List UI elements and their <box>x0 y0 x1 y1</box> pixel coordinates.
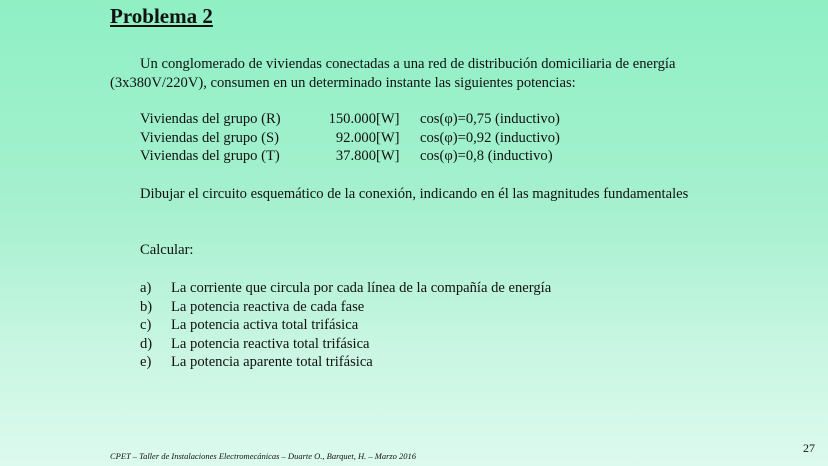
list-item <box>140 298 551 317</box>
list-item <box>140 316 551 335</box>
item-letter: c) <box>140 317 152 333</box>
item-text: La potencia activa total trifásica <box>171 317 359 333</box>
list-item <box>140 335 551 354</box>
group-power: 92.000 <box>335 129 376 146</box>
group-power: 37.800 <box>335 148 376 164</box>
group-unit: [W] <box>376 148 400 164</box>
group-row <box>140 110 560 129</box>
slide-footer: CPET – Taller de Instalaciones Electromecánicas – Duarte O., Barquet, H. – Marzo 2016 <box>110 451 417 461</box>
task-list <box>140 279 551 372</box>
groups-table <box>140 110 560 166</box>
item-text: La potencia reactiva de cada fase <box>171 298 365 315</box>
calc-label: Calcular: <box>140 242 194 258</box>
group-row <box>140 129 560 148</box>
group-power: 150.000 <box>328 111 376 127</box>
list-item <box>140 279 551 298</box>
group-name: Viviendas del grupo (S) <box>140 129 279 146</box>
item-letter: d) <box>140 335 153 352</box>
group-name: Viviendas del grupo (R) <box>140 111 281 127</box>
draw-paragraph: Dibujar el circuito esquemático de la conexión, indicando en él las magnitudes fundamentales <box>140 186 689 202</box>
list-item <box>140 353 551 372</box>
group-unit: [W] <box>376 129 400 146</box>
group-name: Viviendas del grupo (T) <box>140 148 280 164</box>
item-text: La potencia reactiva total trifásica <box>171 335 370 352</box>
intro-paragraph: Un conglomerado de viviendas conectadas a una red de distribución domiciliaria de energía (3x380V/220V), consumen en un determinado instante las siguientes potencias: <box>110 56 676 91</box>
group-cos: cos(φ)=0,92 (inductivo) <box>420 129 560 146</box>
group-row <box>140 147 560 166</box>
item-text: La potencia aparente total trifásica <box>171 354 373 370</box>
page-number: 27 <box>803 441 815 455</box>
item-letter: a) <box>140 280 152 296</box>
group-cos: cos(φ)=0,8 (inductivo) <box>420 148 553 164</box>
item-letter: b) <box>140 298 153 315</box>
group-cos: cos(φ)=0,75 (inductivo) <box>420 111 560 127</box>
item-text: La corriente que circula por cada línea de la compañía de energía <box>171 280 552 296</box>
group-unit: [W] <box>376 111 400 127</box>
item-letter: e) <box>140 354 152 370</box>
slide-title: Problema 2 <box>110 4 213 28</box>
